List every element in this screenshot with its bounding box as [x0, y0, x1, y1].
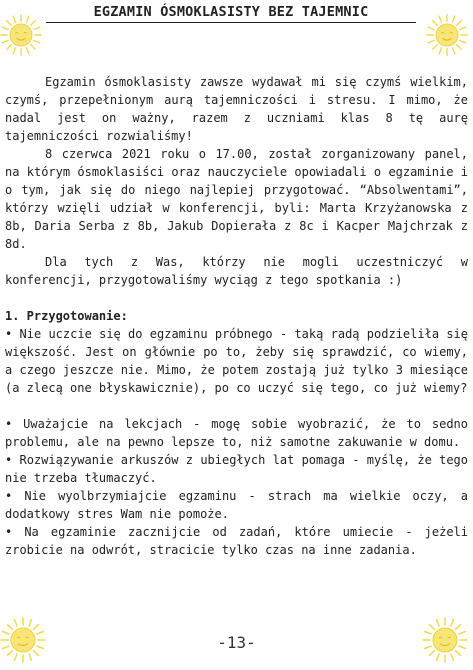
intro-paragraph: 8 czerwca 2021 roku o 17.00, został zorganizowany panel, na którym ósmoklasiści oraz nauczyciele opowiadali o egzaminie i o tym, jak się do niego najlepiej przygotować. “Absolwentami”, którzy wzięli udział w konferencji, byli: Marta Krzyżanowska z 8b, Daria Serba z 8b, Jakub Dopierała z 8c i Kacper Majchrzak z 8d. — [5, 147, 468, 251]
tip-item: • Nie uczcie się do egzaminu próbnego - taką radą podzieliła się większość. Jest on głównie po to, żeby się sprawdzić, co wiemy, a czego jeszcze nie. Mimo, że potem zostają już tylko 3 miesiące (a zlecą one błyskawicznie), po co uczyć się tego, co już wiemy? — [5, 327, 468, 395]
tip-item: • Uważajcie na lekcjach - mogę sobie wyobrazić, że to sedno problemu, ale na pewno lepsze to, niż samotne zakuwanie w domu. — [5, 417, 468, 449]
tip-item: • Nie wyolbrzymiajcie egzaminu - strach ma wielkie oczy, a dodatkowy stres Wam nie pomoże. — [5, 489, 468, 521]
intro-paragraph: Egzamin ósmoklasisty zawsze wydawał mi się czymś wielkim, czymś, przepełnionym aurą tajemniczości i stresu. I mimo, że nadal jest on ważny, razem z uczniami klas 8 tę aurę tajemniczości rozwialiśmy! — [5, 75, 468, 143]
sun-icon — [424, 12, 470, 58]
tip-item: • Rozwiązywanie arkuszów z ubiegłych lat pomaga - myślę, że tego nie trzeba tłumaczyć. — [5, 453, 468, 485]
page-title: EGZAMIN ÓSMOKLASISTY BEZ TAJEMNIC — [93, 4, 369, 20]
article-body — [5, 73, 468, 559]
title-underline — [46, 22, 416, 23]
intro-paragraph: Dla tych z Was, którzy nie mogli uczestniczyć w konferencji, przygotowaliśmy wyciąg z tego spotkania :) — [5, 255, 468, 287]
section-heading: 1. Przygotowanie: — [5, 309, 128, 323]
sun-icon — [0, 12, 44, 58]
page-number: -13- — [217, 633, 256, 652]
tip-item: • Na egzaminie zacznijcie od zadań, które umiecie - jeżeli zrobicie na odwrót, stracicie tylko czas na inne zadania. — [5, 525, 468, 557]
